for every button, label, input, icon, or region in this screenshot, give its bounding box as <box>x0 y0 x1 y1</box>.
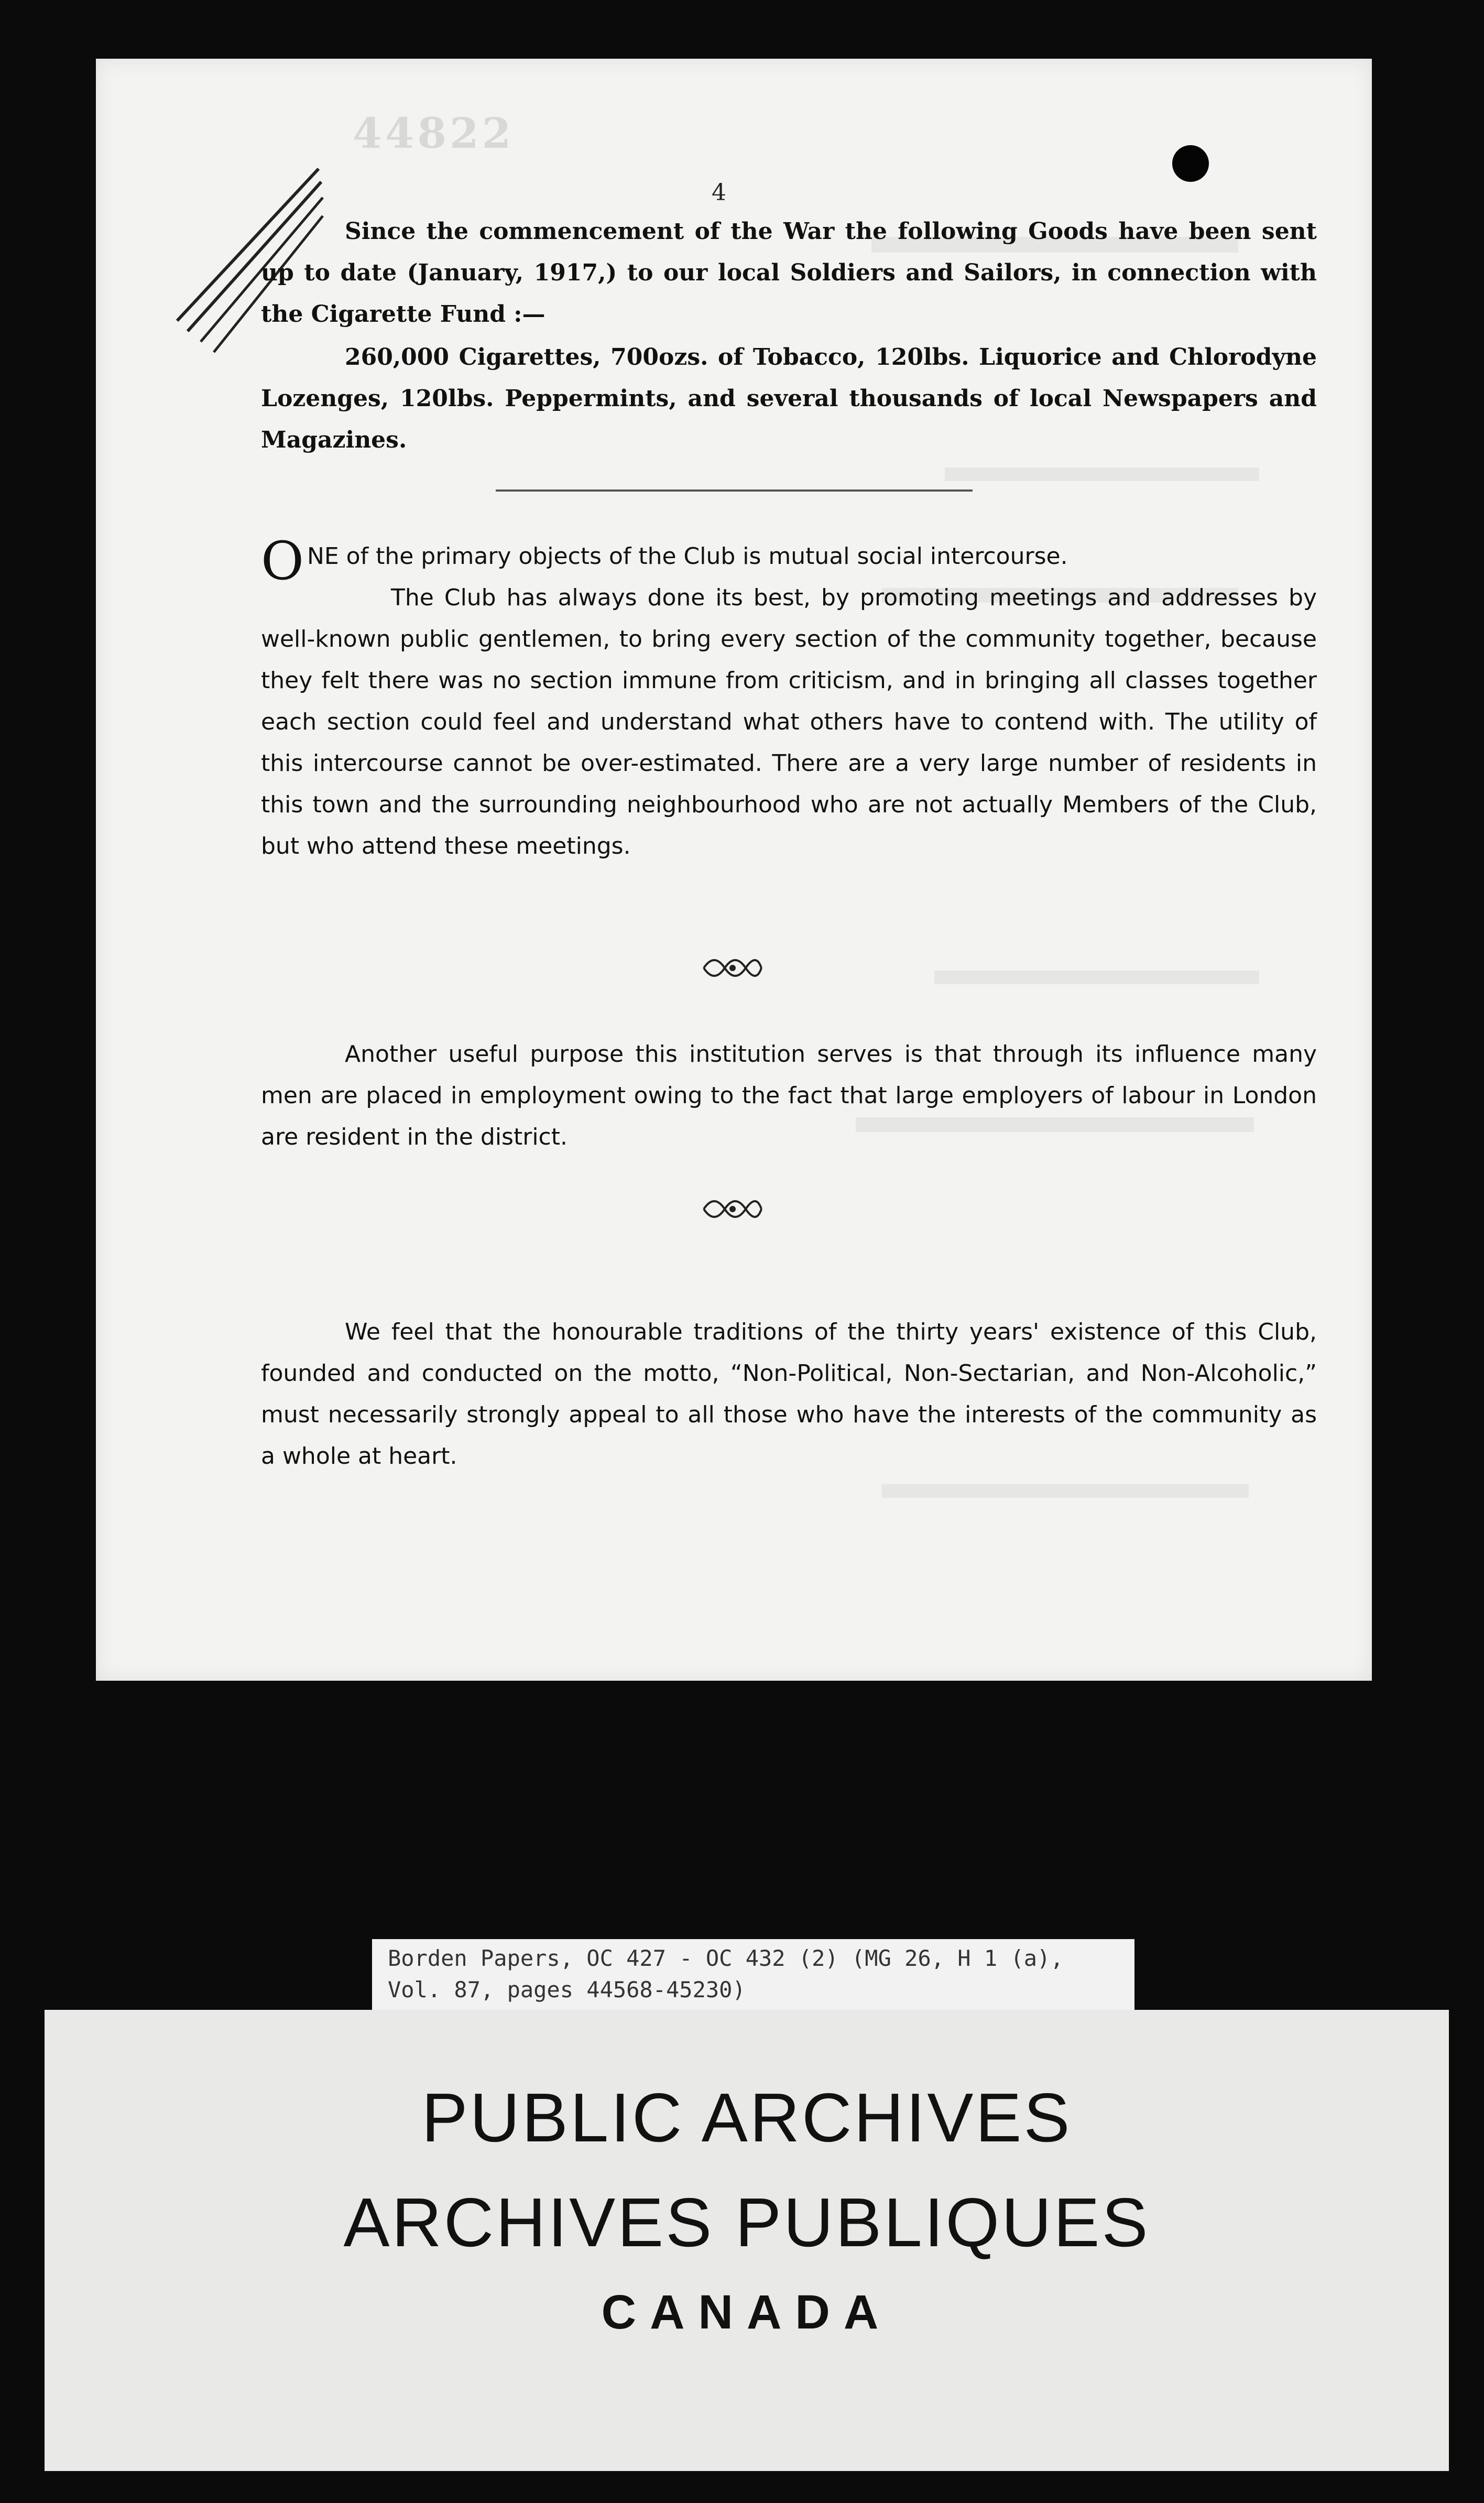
public-archives-banner <box>45 2010 1449 2471</box>
faded-stamp: 44822 <box>353 108 515 158</box>
bleed-through-line <box>934 971 1259 984</box>
section-divider <box>496 489 973 492</box>
bleed-through-line <box>882 1484 1249 1498</box>
drop-cap: O <box>261 530 304 592</box>
punch-hole <box>1172 145 1209 182</box>
bleed-through-line <box>945 467 1259 481</box>
first-line-text: NE of the primary objects of the Club is mutual social intercourse. <box>307 543 1068 570</box>
archive-reference-label <box>372 1939 1134 2010</box>
paragraph-body: The Club has always done its best, by promoting meetings and addresses by well-known public gentlemen, to bring every section of the community together, because they felt there was no section immune from criticism, and in bringing all classes together each section could feel and understand what others have to contend with. The utility of this intercourse cannot be over-estimated. There are a very large number of residents in this town and the surrounding neighbourhood who are not actually Members of the Club, but who attend these meetings. <box>261 584 1317 859</box>
archive-title-english: PUBLIC ARCHIVES <box>421 2079 1072 2156</box>
archive-title-french: ARCHIVES PUBLIQUES <box>343 2184 1150 2261</box>
document-page <box>96 59 1372 1681</box>
reference-line-2: Vol. 87, pages 44568-45230) <box>388 1977 746 2003</box>
ornament-icon <box>699 950 767 986</box>
social-intercourse-paragraph <box>261 530 1317 867</box>
club-motto-paragraph: We feel that the honourable traditions of the thirty years' existence of this Club, founded and conducted on the motto, “Non-Political, Non-Sectarian, and Non-Alcoholic,” must necessarily strongly appeal to all those who have the interests of the community as a whole at heart. <box>261 1319 1317 1470</box>
goods-list-paragraph: 260,000 Cigarettes, 700ozs. of Tobacco, 120lbs. Liquorice and Chlorodyne Lozenges, 120lbs. Peppermints, and several thousands of local Newspapers and Magazines. <box>261 344 1317 453</box>
goods-sent-paragraph: Since the commencement of the War the following Goods have been sent up to date (January, 1917,) to our local Soldiers and Sailors, in connection with the Cigarette Fund :— <box>261 218 1317 328</box>
ornament-icon <box>699 1191 767 1227</box>
employment-paragraph: Another useful purpose this institution serves is that through its influence many men are placed in employment owing to the fact that large employers of labour in London are resident in the district. <box>261 1041 1317 1150</box>
page-number: 4 <box>712 179 726 206</box>
archive-country: CANADA <box>601 2286 892 2339</box>
reference-line-1: Borden Papers, OC 427 - OC 432 (2) (MG 26, H 1 (a), <box>388 1945 1064 1971</box>
